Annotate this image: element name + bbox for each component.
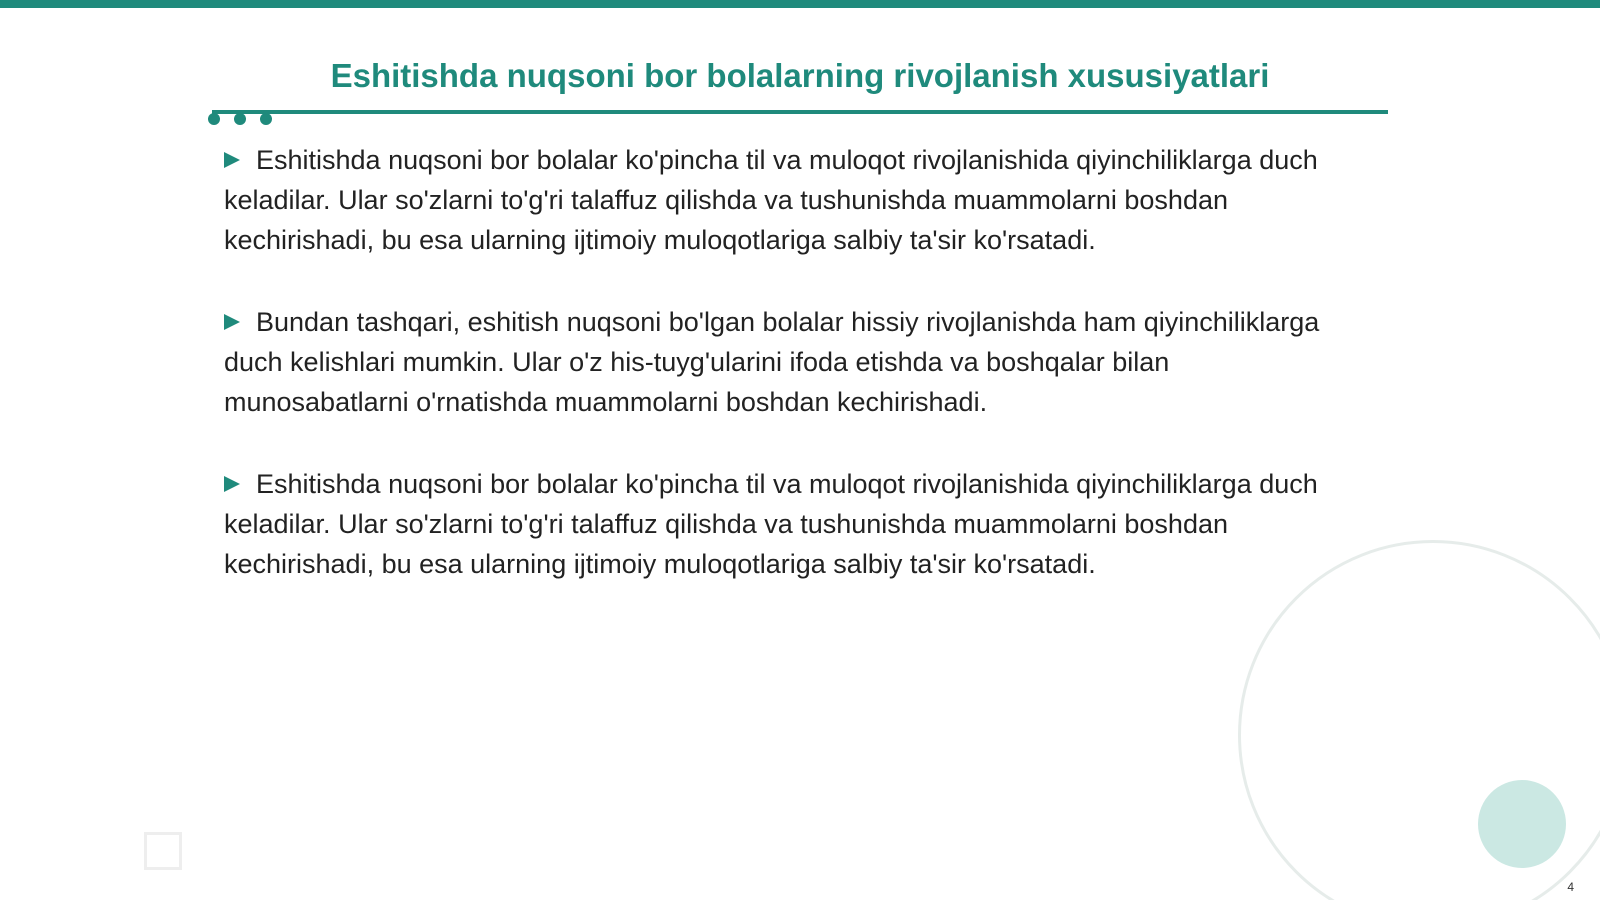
decorative-circle-filled <box>1478 780 1566 868</box>
page-number: 4 <box>1567 880 1574 894</box>
bullet-text: Eshitishda nuqsoni bor bolalar ko'pincha til va muloqot rivojlanishida qiyinchiliklarga duch keladilar. Ular so'zlarni to'g'ri talaffuz qilishda va tushunishda muammolarni boshdan kechirishadi, bu esa ularning ijtimoiy muloqotlariga salbiy ta'sir ko'rsatadi. <box>224 145 1318 255</box>
triangle-right-icon <box>224 476 240 492</box>
top-accent-bar <box>0 0 1600 8</box>
bullet-text: Bundan tashqari, eshitish nuqsoni bo'lgan bolalar hissiy rivojlanishda ham qiyinchiliklarga duch kelishlari mumkin. Ular o'z his-tuyg'ularini ifoda etishda va boshqalar bilan munosabatlarni o'rnatishda muammolarni boshdan kechirishadi. <box>224 307 1320 417</box>
title-underline <box>212 110 1388 114</box>
decorative-square-outline <box>144 832 182 870</box>
bullet-text: Eshitishda nuqsoni bor bolalar ko'pincha til va muloqot rivojlanishida qiyinchiliklarga duch keladilar. Ular so'zlarni to'g'ri talaffuz qilishda va tushunishda muammolarni boshdan kechirishadi, bu esa ularning ijtimoiy muloqotlariga salbiy ta'sir ko'rsatadi. <box>224 469 1318 579</box>
bullet-list <box>224 140 1344 626</box>
underline-dot <box>234 113 246 125</box>
underline-dot <box>208 113 220 125</box>
bullet-item <box>224 464 1344 584</box>
triangle-right-icon <box>224 314 240 330</box>
slide-title: Eshitishda nuqsoni bor bolalarning rivojlanish xususiyatlari <box>330 57 1270 94</box>
triangle-right-icon <box>224 152 240 168</box>
bullet-item <box>224 140 1344 260</box>
bullet-item <box>224 302 1344 422</box>
underline-dot <box>260 113 272 125</box>
